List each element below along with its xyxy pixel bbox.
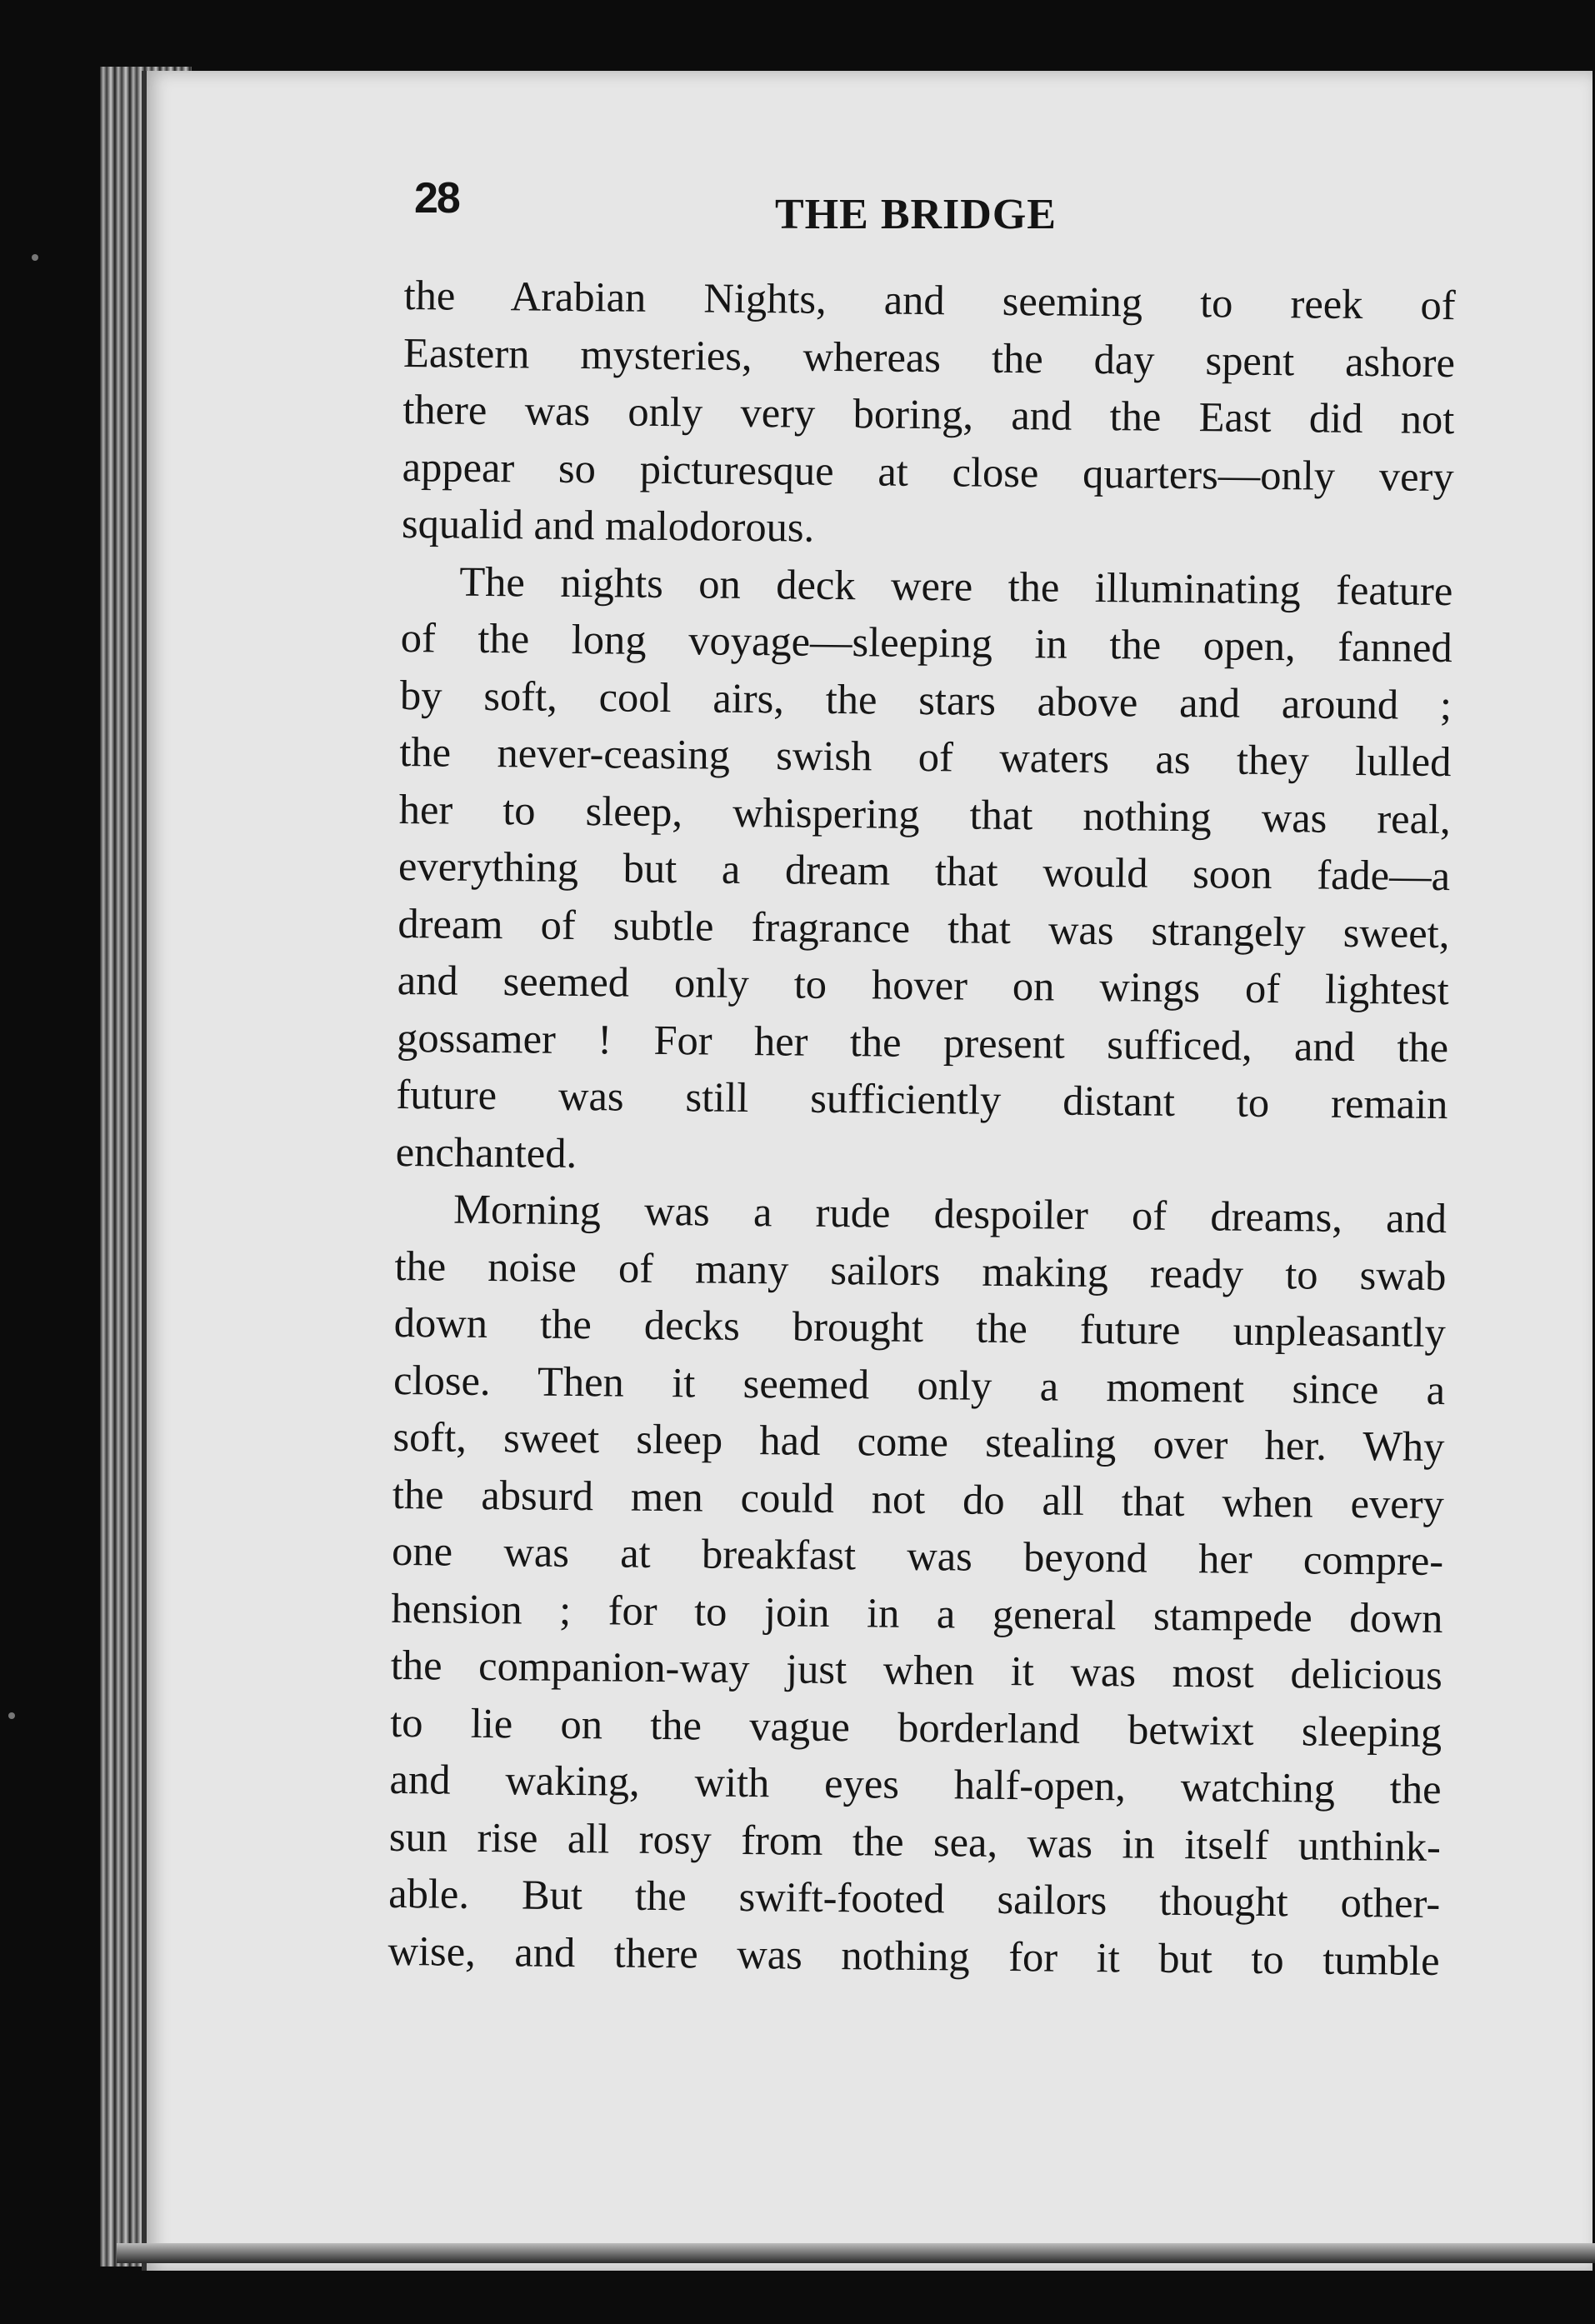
text-line: by soft, cool airs, the stars above and around ; [399, 671, 1452, 728]
text-line: squalid and malodorous. [401, 499, 815, 551]
text-line: and seemed only to hover on wings of lightest [397, 956, 1449, 1014]
text-line: the absurd men could not do all that when every [392, 1470, 1445, 1527]
text-line: of the long voyage—sleeping in the open, fanned [400, 613, 1452, 672]
text-line: sun rise all rosy from the sea, was in itself unthink- [388, 1812, 1442, 1870]
text-line: the noise of many sailors making ready to swab [394, 1242, 1447, 1299]
text-line: wise, and there was nothing for it but to tumble [388, 1927, 1440, 1984]
text-line: soft, sweet sleep had come stealing over her. Why [392, 1412, 1445, 1471]
page-bottom-edge [117, 2243, 1595, 2263]
text-line: gossamer ! For her the present sufficed, and the [396, 1013, 1449, 1071]
text-line: the companion-way just when it was most delicious [390, 1641, 1443, 1699]
text-line: close. Then it seemed only a moment since a [392, 1356, 1446, 1413]
text-line: to lie on the vague borderland betwixt sleeping [389, 1698, 1442, 1756]
text-line: her to sleep, whispering that nothing was real, [398, 785, 1451, 842]
text-line: able. But the swift-footed sailors thought other- [388, 1869, 1441, 1927]
text-line: the Arabian Nights, and seeming to reek of [403, 271, 1456, 329]
paragraph-2 [395, 552, 1452, 1190]
text-line: future was still sufficiently distant to remain [396, 1070, 1448, 1128]
text-line: appear so picturesque at close quarters—only very [402, 442, 1454, 500]
text-line: The nights on deck were the illuminating feature [459, 557, 1453, 614]
text-line: and waking, with eyes half-open, watching the [389, 1755, 1442, 1813]
text-line: Eastern mysteries, whereas the day spent ashore [402, 328, 1456, 386]
text-line: the never-ceasing swish of waters as they lulled [399, 727, 1452, 786]
text-line: down the decks brought the future unpleasantly [393, 1298, 1447, 1357]
text-line: dream of subtle fragrance that was strangely sweet, [398, 899, 1450, 957]
paragraph-1 [402, 267, 1456, 562]
text-line: there was only very boring, and the East did not [402, 385, 1455, 443]
page-number: 28 [414, 174, 459, 222]
running-title: THE BRIDGE [775, 191, 1057, 238]
text-line: enchanted. [395, 1127, 578, 1177]
text-line: everything but a dream that would soon fade—a [398, 842, 1451, 900]
scan-speck [32, 254, 38, 261]
scan-speck [8, 1712, 15, 1719]
paragraph-3 [388, 1180, 1447, 1989]
text-line: hension ; for to join in a general stampede down [391, 1584, 1443, 1642]
text-line: one was at breakfast was beyond her compre- [391, 1527, 1444, 1585]
text-line: Morning was a rude despoiler of dreams, and [452, 1185, 1448, 1242]
body-text [388, 267, 1456, 1989]
